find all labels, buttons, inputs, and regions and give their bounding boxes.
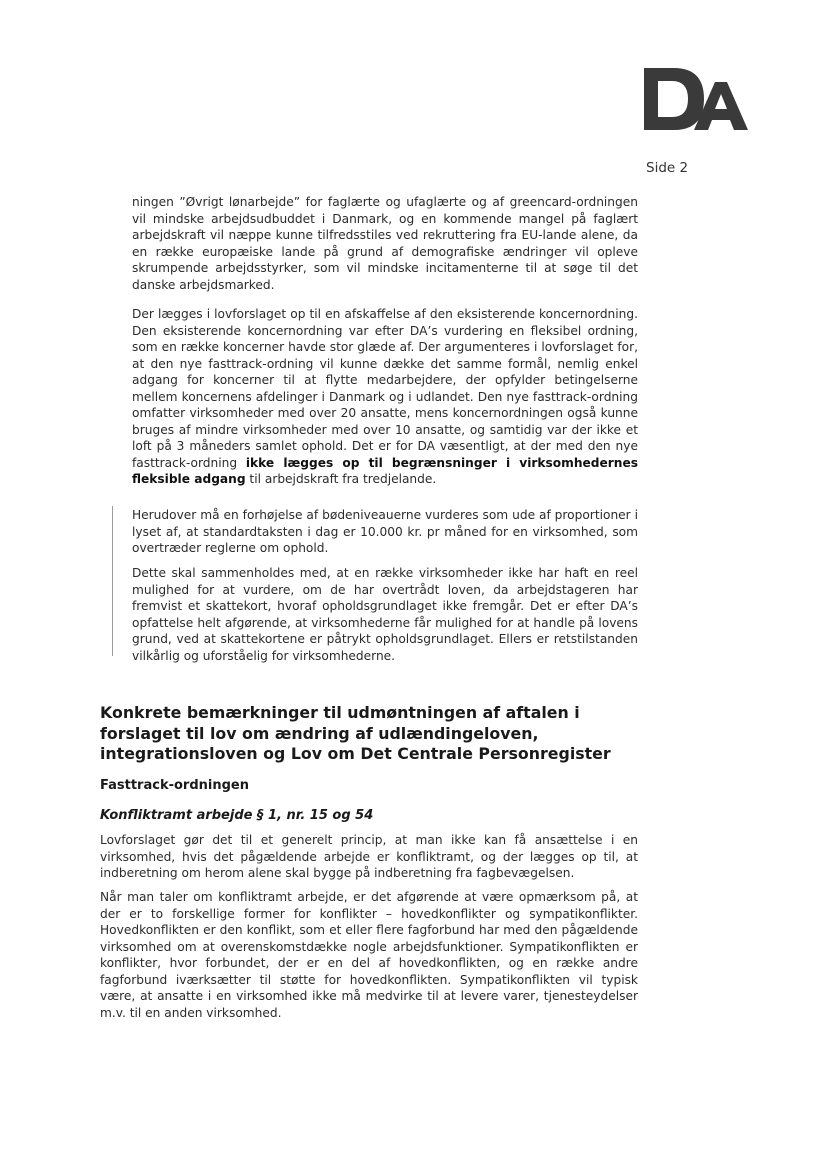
paragraph-5: Lovforslaget gør det til et generelt princip, at man ikke kan få ansættelse i en virksomhed, hvis det pågældende arbejde er konfliktramt, og der lægges op til, at indberetning om herom alene skal bygge på indberetning fra fagbevægelsen. (100, 833, 638, 880)
paragraph-2 (132, 306, 638, 488)
subsection-heading: Fasttrack-ordningen (100, 778, 249, 793)
paragraph-1: ningen ”Øvrigt lønarbejde” for faglærte og ufaglærte og af greencard-ordningen vil mindske arbejdsudbuddet i Danmark, og en kommende mangel på faglært arbejdskraft vil næppe kunne tilfredsstiles ved rekruttering fra EU-lande alene, da en række europæiske lande på grund af demografiske ændringer vil opleve skrumpende arbejdsstyrker, som vil mindske incitamenterne til at søge til det danske arbejdsmarked. (132, 195, 638, 292)
section-heading: Konkrete bemærkninger til udmøntningen af aftalen i forslaget til lov om ændring af udlændingeloven, integrationsloven og Lov om Det Centrale Personregister (100, 703, 611, 763)
subsubsection-heading: Konfliktramt arbejde § 1, nr. 15 og 54 (100, 808, 374, 823)
paragraph-2-text-start: Der lægges i lovforslaget op til en afskaffelse af den eksisterende koncernordning. Den eksisterende koncernordning var efter DA’s vurdering en fleksibel ordning, som en række koncerner havde stor glæde af. Der argumenteres i lovforslaget for, at den nye fasttrack-ordning vil kunne dække det samme formål, nemlig enkel adgang for koncerner til at flytte medarbejdere, der opfylder betingelserne mellem koncernens afdelinger i Danmark og i udlandet. Den nye fasttrack-ordning omfatter virksomheder med over 20 ansatte, mens koncernordningen også kunne bruges af mindre virksomheder med over 10 ansatte, og samtidig var der ikke et loft på 3 måneders samlet ophold. Det er for DA væsentligt, at der med den nye fasttrack-ordning (132, 307, 638, 470)
margin-mark (112, 506, 113, 656)
paragraph-4: Dette skal sammenholdes med, at en række virksomheder ikke har haft en reel mulighed for at vurdere, om de har overtrådt loven, da arbejdstageren har fremvist et skattekort, hvoraf opholdsgrundlaget ikke fremgår. Det er efter DA’s opfattelse helt afgørende, at virksomhederne får mulighed for at handle på lovens grund, ved at skattekortene er påtrykt opholdsgrundlaget. Ellers er retstilstanden vilkårlig og uforståelig for virksomhederne. (132, 566, 638, 663)
paragraph-3: Herudover må en forhøjelse af bødeniveauerne vurderes som ude af proportioner i lyset af, at standardtaksten i dag er 10.000 kr. pr måned for en virksomhed, som overtræder reglerne om ophold. (132, 508, 638, 555)
paragraph-2-text-end: til arbejdskraft fra tredjelande. (245, 472, 437, 486)
paragraph-6: Når man taler om konfliktramt arbejde, er det afgørende at være opmærksom på, at der er to forskellige former for konflikter – hovedkonflikter og sympatikonflikter. Hovedkonflikten er den konflikt, som et eller flere fagforbund har med den pågældende virksomhed om at overenskomstdække nogle arbejdsfunktioner. Sympatikonflikten er konflikter, hvor forbundet, der er en del af hovedkonflikten, og en række andre fagforbund iværksætter til støtte for hovedkonflikten. Sympatikonflikten vil typisk være, at ansatte i en virksomhed ikke må medvirke til at levere varer, tjenesteydelser m.v. til en anden virksomhed. (100, 890, 638, 1020)
page-number: Side 2 (646, 160, 689, 176)
paragraph-2-emphasis: ikke lægges op til begrænsninger i virksomhedernes fleksible adgang (132, 455, 638, 486)
da-logo (644, 68, 756, 130)
